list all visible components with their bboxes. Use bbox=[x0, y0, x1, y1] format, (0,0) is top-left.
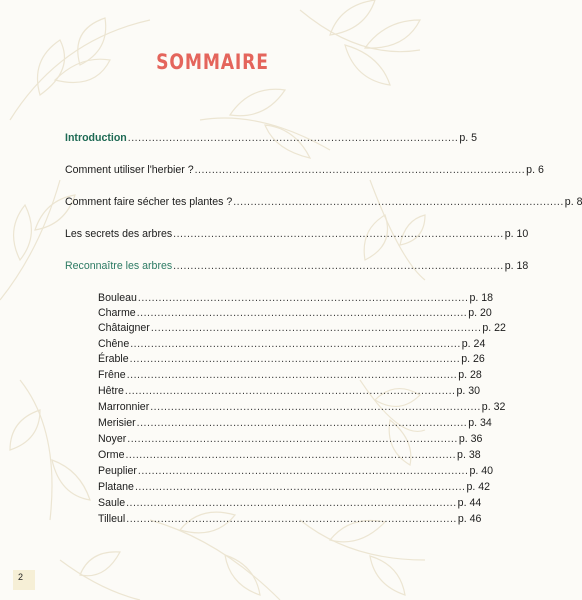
dot-leader: ................................................................................................ bbox=[137, 465, 469, 477]
toc-entry-label: Châtaigner bbox=[98, 322, 150, 334]
dot-leader: ................................................................................................ bbox=[126, 513, 457, 525]
toc-entry-label: Saule bbox=[98, 497, 126, 509]
dot-leader: ................................................................................................ bbox=[127, 132, 459, 144]
toc-entry-page: p. 6 bbox=[526, 164, 544, 176]
toc-entry-page: p. 34 bbox=[468, 417, 492, 429]
toc-tree-entry[interactable] bbox=[98, 352, 485, 366]
dot-leader: ................................................................................................ bbox=[126, 497, 457, 509]
toc-entry-label: Frêne bbox=[98, 369, 126, 381]
toc-entry-page: p. 30 bbox=[456, 385, 481, 397]
toc-entry-page: p. 18 bbox=[504, 260, 529, 272]
toc-entry-label: Charme bbox=[98, 307, 136, 319]
dot-leader: ................................................................................................ bbox=[126, 369, 458, 381]
page-title: SOMMAIRE bbox=[156, 50, 269, 74]
toc-tree-entry[interactable] bbox=[98, 512, 482, 526]
toc-entry-page: p. 10 bbox=[504, 228, 529, 240]
toc-entry-label: Marronnier bbox=[98, 401, 150, 413]
toc-tree-entry[interactable] bbox=[98, 400, 506, 414]
toc-entry-label: Chêne bbox=[98, 338, 130, 350]
toc-entry-page: p. 32 bbox=[481, 401, 506, 413]
toc-entry-page: p. 36 bbox=[458, 433, 483, 445]
toc-entry-page: p. 42 bbox=[466, 481, 491, 493]
dot-leader: ................................................................................................ bbox=[150, 401, 481, 413]
dot-leader: ................................................................................................ bbox=[125, 449, 457, 461]
dot-leader: ................................................................................................ bbox=[150, 322, 482, 334]
toc-entry-reconnaitre[interactable] bbox=[65, 259, 529, 273]
page-number-badge bbox=[13, 570, 35, 590]
toc-entry-label: Noyer bbox=[98, 433, 127, 445]
toc-entry-page: p. 24 bbox=[461, 338, 486, 350]
toc-tree-entry[interactable] bbox=[98, 448, 481, 462]
dot-leader: ................................................................................................ bbox=[124, 385, 456, 397]
toc-tree-entry[interactable] bbox=[98, 480, 491, 494]
toc-entry-page: p. 44 bbox=[457, 497, 482, 509]
toc-entry-label: Hêtre bbox=[98, 385, 124, 397]
dot-leader: ................................................................................................ bbox=[136, 307, 468, 319]
toc-entry-page: p. 8 bbox=[564, 196, 582, 208]
toc-entry-page: p. 18 bbox=[469, 292, 494, 304]
toc-entry-secher[interactable] bbox=[65, 195, 582, 209]
dot-leader: ................................................................................................ bbox=[136, 417, 468, 429]
toc-tree-entry[interactable] bbox=[98, 432, 483, 446]
toc-entry-label: Merisier bbox=[98, 417, 136, 429]
toc-entry-label: Orme bbox=[98, 449, 125, 461]
toc-entry-label: Comment faire sécher tes plantes ? bbox=[65, 196, 233, 208]
toc-tree-entry[interactable] bbox=[98, 291, 494, 305]
toc-entry-page: p. 28 bbox=[458, 369, 482, 381]
toc-entry-label: Reconnaître les arbres bbox=[65, 260, 173, 272]
toc-tree-entry[interactable] bbox=[98, 464, 493, 478]
dot-leader: ................................................................................................ bbox=[130, 338, 461, 350]
toc-entry-herbier[interactable] bbox=[65, 163, 544, 177]
dot-leader: ................................................................................................ bbox=[127, 433, 458, 445]
toc-entry-label: Tilleul bbox=[98, 513, 126, 525]
toc-entry-page: p. 38 bbox=[457, 449, 481, 461]
dot-leader: ................................................................................................ bbox=[137, 292, 469, 304]
toc-entry-label: Platane bbox=[98, 481, 134, 493]
toc-entry-label: Peuplier bbox=[98, 465, 137, 477]
page-number: 2 bbox=[18, 572, 24, 582]
toc-entry-label: Les secrets des arbres bbox=[65, 228, 173, 240]
toc-entry-introduction[interactable] bbox=[65, 131, 478, 145]
toc-tree-entry[interactable] bbox=[98, 321, 506, 335]
toc-entry-page: p. 26 bbox=[461, 353, 485, 365]
toc-tree-entry[interactable] bbox=[98, 496, 482, 510]
dot-leader: ................................................................................................ bbox=[233, 196, 564, 208]
toc-tree-entry[interactable] bbox=[98, 368, 482, 382]
toc-entry-label: Érable bbox=[98, 353, 129, 365]
dot-leader: ................................................................................................ bbox=[173, 260, 504, 272]
dot-leader: ................................................................................................ bbox=[194, 164, 526, 176]
dot-leader: ................................................................................................ bbox=[173, 228, 504, 240]
toc-entry-label: Bouleau bbox=[98, 292, 137, 304]
toc-tree-entry[interactable] bbox=[98, 416, 492, 430]
toc-entry-label: Comment utiliser l'herbier ? bbox=[65, 164, 194, 176]
toc-entry-page: p. 46 bbox=[457, 513, 482, 525]
toc-entry-page: p. 20 bbox=[468, 307, 492, 319]
toc-entry-page: p. 5 bbox=[459, 132, 478, 144]
toc-entry-secrets[interactable] bbox=[65, 227, 529, 241]
toc-entry-label: Introduction bbox=[65, 132, 127, 144]
toc-entry-page: p. 22 bbox=[482, 322, 506, 334]
dot-leader: ................................................................................................ bbox=[129, 353, 461, 365]
toc-tree-entry[interactable] bbox=[98, 306, 492, 320]
toc-tree-entry[interactable] bbox=[98, 384, 481, 398]
dot-leader: ................................................................................................ bbox=[134, 481, 466, 493]
toc-entry-page: p. 40 bbox=[469, 465, 493, 477]
toc-tree-entry[interactable] bbox=[98, 337, 486, 351]
